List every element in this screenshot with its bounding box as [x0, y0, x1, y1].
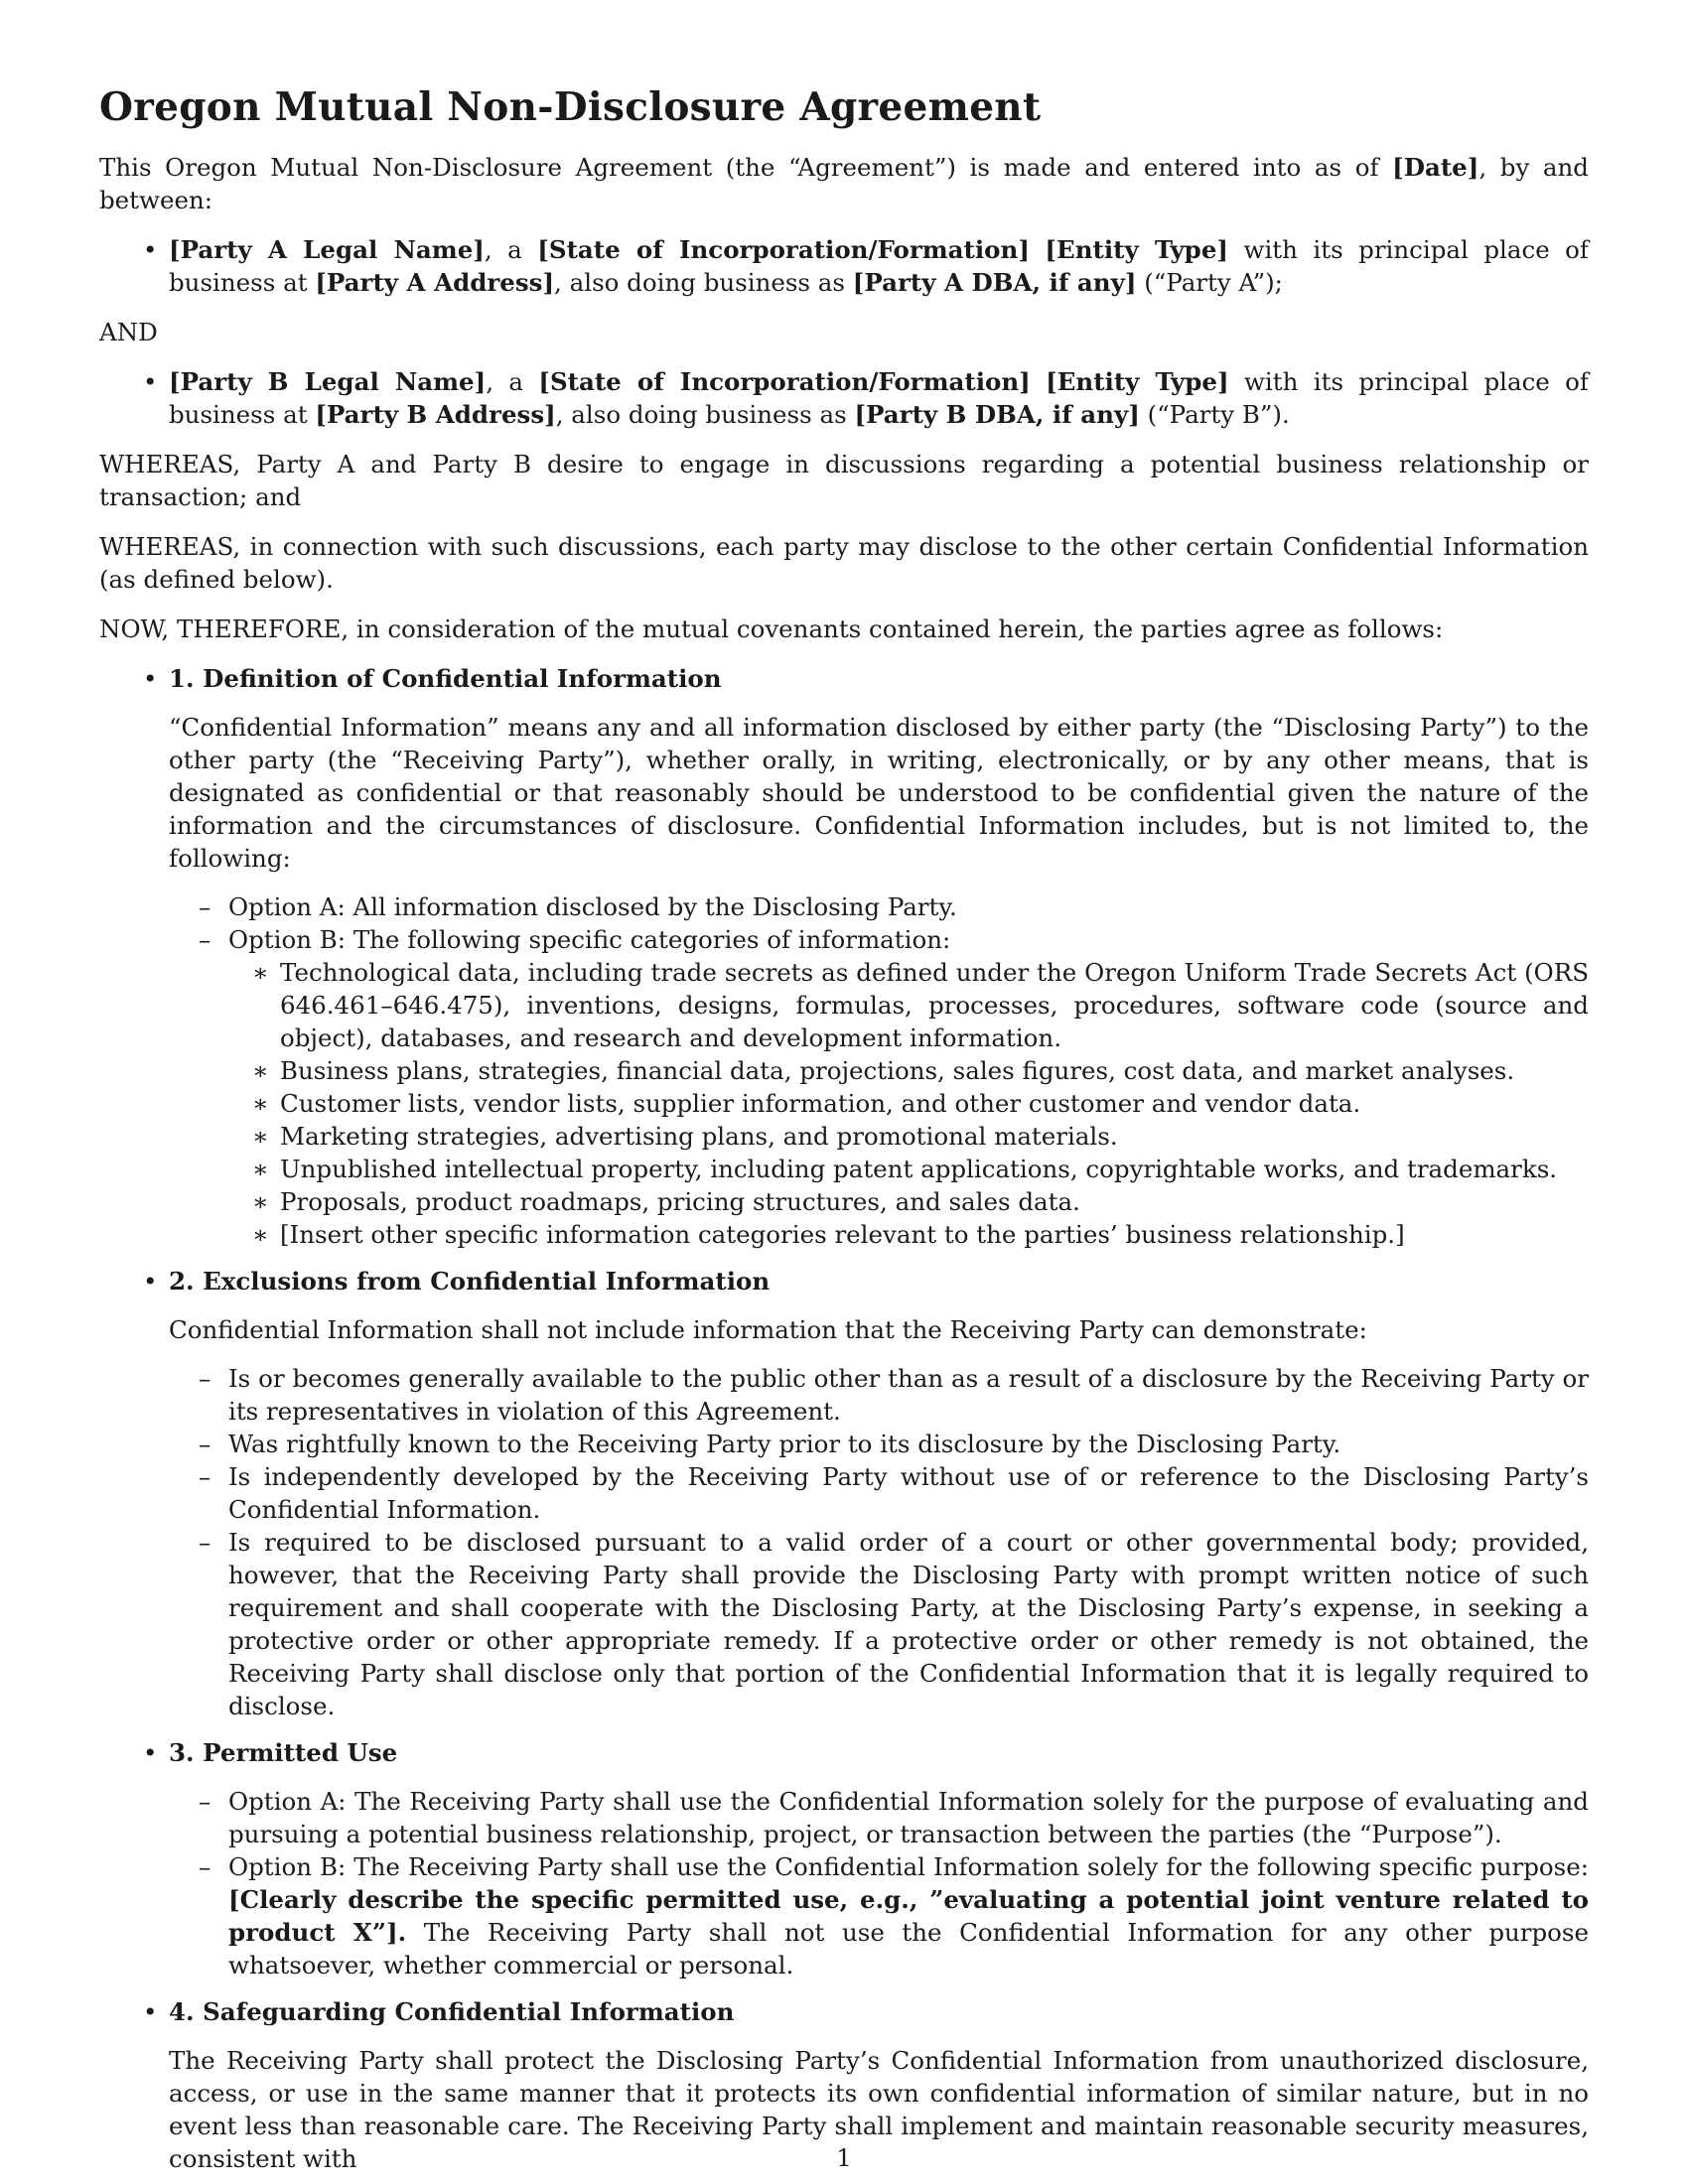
section-4-heading: • 4. Safeguarding Confidential Information: [169, 1997, 735, 2026]
category-item: ∗ Customer lists, vendor lists, supplier information, and other customer and vendor data.: [280, 1087, 1589, 1120]
category-item: ∗ Business plans, strategies, financial data, projections, sales figures, cost data, and market analyses.: [280, 1054, 1589, 1087]
sections-list: [99, 662, 1589, 2175]
exclusion-item: – Was rightfully known to the Receiving Party prior to its disclosure by the Disclosing Party.: [228, 1428, 1589, 1460]
now-therefore-paragraph: NOW, THEREFORE, in consideration of the mutual covenants contained herein, the parties agree as follows:: [99, 614, 1444, 643]
section-1-body: “Confidential Information” means any and all information disclosed by either party (the “Disclosing Party”) to the other party (the “Receiving Party”), whether orally, in writing, electronically, or by any other means, that is designated as confidential or that reasonably should be understood to be confidential given the nature of the information and the circumstances of disclosure. Confidential Information includes, but is not limited to, the following:: [169, 713, 1589, 873]
section-1-option-b: – Option B: The following specific categories of information: ∗ Technological data, including trade secrets as defined under the Oregon Uniform Trade Secrets Act (ORS 646.461–646.475), inventions, designs, formulas, processes, procedures, software code (source and object), databases, and research and development information. ∗ Business plans, strategies, financial data, projections, sales figures, cost data, and market analyses. ∗ Customer lists, vendor lists, supplier information, and other customer and vendor data. ∗ Marketing strategies, advertising plans, and promotional materials. ∗ Unpublished intellectual property, including patent applications, copyrightable works, and trademarks. ∗ Proposals, product roadmaps, pricing structures, and sales data. ∗ [Insert other specific information categories relevant to the parties’ business relationship.]: [228, 923, 1589, 1251]
page-number: 1: [836, 2144, 852, 2172]
section-2-body: Confidential Information shall not include information that the Receiving Party can demonstrate:: [169, 1315, 1367, 1344]
section-1-option-a: – Option A: All information disclosed by the Disclosing Party.: [228, 890, 1589, 923]
exclusion-item: – Is independently developed by the Receiving Party without use of or reference to the Disclosing Party’s Confidential Information.: [228, 1460, 1589, 1526]
intro-paragraph: This Oregon Mutual Non-Disclosure Agreement (the “Agreement”) is made and entered into as of [Date], by and between:: [99, 153, 1589, 214]
section-3-option-b: – Option B: The Receiving Party shall use the Confidential Information solely for the following specific purpose: [Clearly describe the specific permitted use, e.g., ”evaluating a potential joint venture related to product X”]. The Receiving Party shall not use the Confidential Information for any other purpose whatsoever, whether commercial or personal.: [228, 1850, 1589, 1981]
section-2: [169, 1265, 1589, 1722]
exclusion-item: – Is or becomes generally available to the public other than as a result of a disclosure by the Receiving Party or its representatives in violation of this Agreement.: [228, 1362, 1589, 1428]
category-item: ∗ [Insert other specific information categories relevant to the parties’ business relationship.]: [280, 1218, 1589, 1251]
category-item: ∗ Unpublished intellectual property, including patent applications, copyrightable works, and trademarks.: [280, 1153, 1589, 1185]
document-title: Oregon Mutual Non-Disclosure Agreement: [99, 84, 1042, 130]
party-a-list: [99, 233, 1589, 299]
section-1: [169, 662, 1589, 1251]
whereas-paragraph-1: WHEREAS, Party A and Party B desire to engage in discussions regarding a potential business relationship or transaction; and: [99, 450, 1589, 511]
category-list: [228, 956, 1589, 1251]
category-item: ∗ Technological data, including trade secrets as defined under the Oregon Uniform Trade Secrets Act (ORS 646.461–646.475), inventions, designs, formulas, processes, procedures, software code (source and object), databases, and research and development information.: [280, 956, 1589, 1054]
section-1-heading: • 1. Definition of Confidential Information: [169, 664, 722, 693]
section-4-body: The Receiving Party shall protect the Disclosing Party’s Confidential Information from unauthorized disclosure, access, or use in the same manner that it protects its own confidential information of similar nature, but in no event less than reasonable care. The Receiving Party shall implement and maintain reasonable security measures, consistent with: [169, 2046, 1589, 2173]
exclusions-list: [169, 1362, 1589, 1722]
date-placeholder: [Date]: [1392, 153, 1479, 182]
party-b-list: [99, 365, 1589, 431]
section-3: [169, 1736, 1589, 1981]
section-1-options: [169, 890, 1589, 1251]
document-body: [99, 83, 1589, 2175]
section-3-option-a: – Option A: The Receiving Party shall use the Confidential Information solely for the purpose of evaluating and pursuing a potential business relationship, project, or transaction between the parties (the “Purpose”).: [228, 1785, 1589, 1850]
purpose-placeholder: [Clearly describe the specific permitted use, e.g., ”evaluating a potential joint venture related to product X”].: [228, 1885, 1589, 1947]
category-item: ∗ Marketing strategies, advertising plans, and promotional materials.: [280, 1120, 1589, 1153]
category-item: ∗ Proposals, product roadmaps, pricing structures, and sales data.: [280, 1185, 1589, 1218]
section-3-heading: • 3. Permitted Use: [169, 1738, 398, 1767]
and-separator: AND: [99, 318, 158, 346]
permitted-use-options: [169, 1785, 1589, 1981]
whereas-paragraph-2: WHEREAS, in connection with such discussions, each party may disclose to the other certain Confidential Information (as defined below).: [99, 532, 1589, 594]
party-a-item: • [Party A Legal Name], a [State of Incorporation/Formation] [Entity Type] with its principal place of business at [Party A Address], also doing business as [Party A DBA, if any] (“Party A”);: [169, 233, 1589, 299]
section-2-heading: • 2. Exclusions from Confidential Information: [169, 1267, 771, 1296]
exclusion-item: – Is required to be disclosed pursuant to a valid order of a court or other governmental body; provided, however, that the Receiving Party shall provide the Disclosing Party with prompt written notice of such requirement and shall cooperate with the Disclosing Party, at the Disclosing Party’s expense, in seeking a protective order or other appropriate remedy. If a protective order or other remedy is not obtained, the Receiving Party shall disclose only that portion of the Confidential Information that it is legally required to disclose.: [228, 1526, 1589, 1722]
party-b-item: • [Party B Legal Name], a [State of Incorporation/Formation] [Entity Type] with its principal place of business at [Party B Address], also doing business as [Party B DBA, if any] (“Party B”).: [169, 365, 1589, 431]
